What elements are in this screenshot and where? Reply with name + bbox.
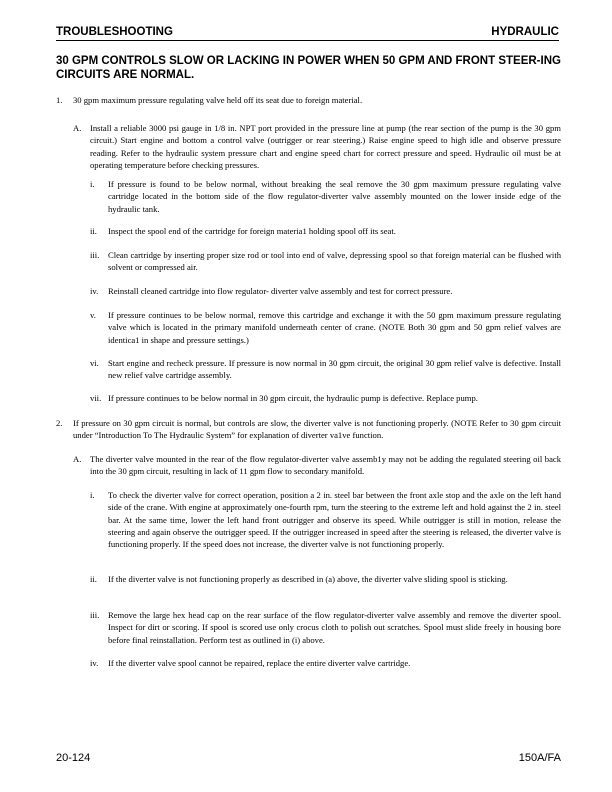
page-title: 30 GPM CONTROLS SLOW OR LACKING IN POWER WHEN 50 GPM AND FRONT STEER-ING CIRCUITS ARE NORMAL. <box>56 55 561 81</box>
item-2a-sub-i-number: i. <box>90 490 95 500</box>
item-2a-sub-ii-number: ii. <box>90 574 97 584</box>
item-2a-sub-iii-number: iii. <box>90 610 100 620</box>
item-1a-sub-v-text: If pressure continues to be below normal, remove this cartridge and exchange it with the 50 gpm maximum pressure regulating valve which is located in the primary manifold underneath center of crane. (NOTE Both 30 gpm and 50 gpm relief valves are identica1 in shape and pressure settings.) <box>108 310 561 345</box>
item-1a-text: Install a reliable 3000 psi gauge in 1/8 in. NPT port provided in the pressure line at pump (the rear section of the pump is the 30 gpm circuit.) Start engine and bottom a control valve (outrigger or rear steering.) Raise engine speed to high idle and observe pressure reading. Refer to the hydraulic system pressure chart and engine speed chart for correct pressure and speed. Hydraulic oil must be at operating temperature before checking pressures. <box>90 123 561 170</box>
item-1a-sub-ii-text: Inspect the spool end of the cartridge for foreign materia1 holding spool off its seat. <box>108 226 396 236</box>
item-2a-sub-iii-text: Remove the large hex head cap on the rear surface of the flow regulator-diverter valve assembly and remove the diverter spool. Inspect for dirt or scoring. If spool is scored use only crocus cloth to polish out scratches. Spool must slide freely in housing bore before final reinstallation. Perform test as outlined in (i) above. <box>108 610 561 645</box>
item-2a-sub-iv-text: If the diverter valve spool cannot be repaired, replace the entire diverter valve cartridge. <box>108 658 411 668</box>
item-2a-sub-i-text: To check the diverter valve for correct operation, position a 2 in. steel bar between the front axle stop and the axle on the left hand side of the crane. With engine at approximately one-fourth rpm, turn the steering to the extreme left and hold against the 2 in. steel bar. At the same time, lower the left hand front outrigger and observe its speed. While outrigger is still in motion, release the steering and again observe the outrigger speed. If the outrigger increased in speed after the steering is released, the diverter valve is functioning properly. If the speed does not increase, the diverter valve is not functioning properly. <box>108 490 561 550</box>
header-section-left: TROUBLESHOOTING <box>56 26 173 38</box>
item-2a-sub-ii-text: If the diverter valve is not functioning properly as described in (a) above, the diverter valve sliding spool is sticking. <box>108 574 508 584</box>
item-1a-sub-iv-text: Reinstall cleaned cartridge into flow regulator- diverter valve assembly and test for correct pressure. <box>108 286 453 296</box>
item-2a-sub-iv-number: iv. <box>90 658 99 668</box>
item-1-text: 30 gpm maximum pressure regulating valve held off its seat due to foreign material. <box>73 95 363 105</box>
item-1a-sub-vi-number: vi. <box>90 358 99 368</box>
item-2a-number: A. <box>73 454 82 464</box>
header-section-right: HYDRAULIC <box>491 26 559 38</box>
item-1a-sub-ii-number: ii. <box>90 226 97 236</box>
item-1-number: 1. <box>56 95 63 105</box>
page-number: 20-124 <box>56 752 91 764</box>
item-2a-text: The diverter valve mounted in the rear of the flow regulator-diverter valve assemb1y may not be adding the regulated steering oil back into the 30 gpm circuit, resulting in lack of 11 gpm flow to secondary manifold. <box>90 454 561 477</box>
item-1a-sub-i-number: i. <box>90 179 95 189</box>
item-2-text: If pressure on 30 gpm circuit is normal, but controls are slow, the diverter valve is not functioning properly. (NOTE Refer to 30 gpm circuit under “Introduction To The Hydraulic System” for explanation of diverter va1ve function. <box>73 418 561 441</box>
item-2-number: 2. <box>56 418 63 428</box>
item-1a-sub-iii-number: iii. <box>90 250 100 260</box>
item-1a-sub-iii-text: Clean cartridge by inserting proper size rod or tool into end of valve, depressing spool so that foreign material can be flushed with solvent or compressed air. <box>108 250 561 273</box>
item-1a-number: A. <box>73 123 82 133</box>
model-code: 150A/FA <box>518 752 561 764</box>
item-1a-sub-vii-text: If pressure continues to be below normal in 30 gpm circuit, the hydraulic pump is defective. Replace pump. <box>108 393 478 403</box>
item-1a-sub-iv-number: iv. <box>90 286 99 296</box>
item-1a-sub-i-text: If pressure is found to be below normal, without breaking the seal remove the 30 gpm maximum pressure regulating valve cartridge located in the bottom side of the flow regulator-diverter valve assembly mounted on the lower inside edge of the hydraulic tank. <box>108 179 561 214</box>
item-1a-sub-vii-number: vii. <box>90 393 102 403</box>
item-1a-sub-vi-text: Start engine and recheck pressure. If pressure is now normal in 30 gpm circuit, the original 30 gpm relief valve is defective. Install new relief valve cartridge assembly. <box>108 358 561 381</box>
item-1a-sub-v-number: v. <box>90 310 96 320</box>
